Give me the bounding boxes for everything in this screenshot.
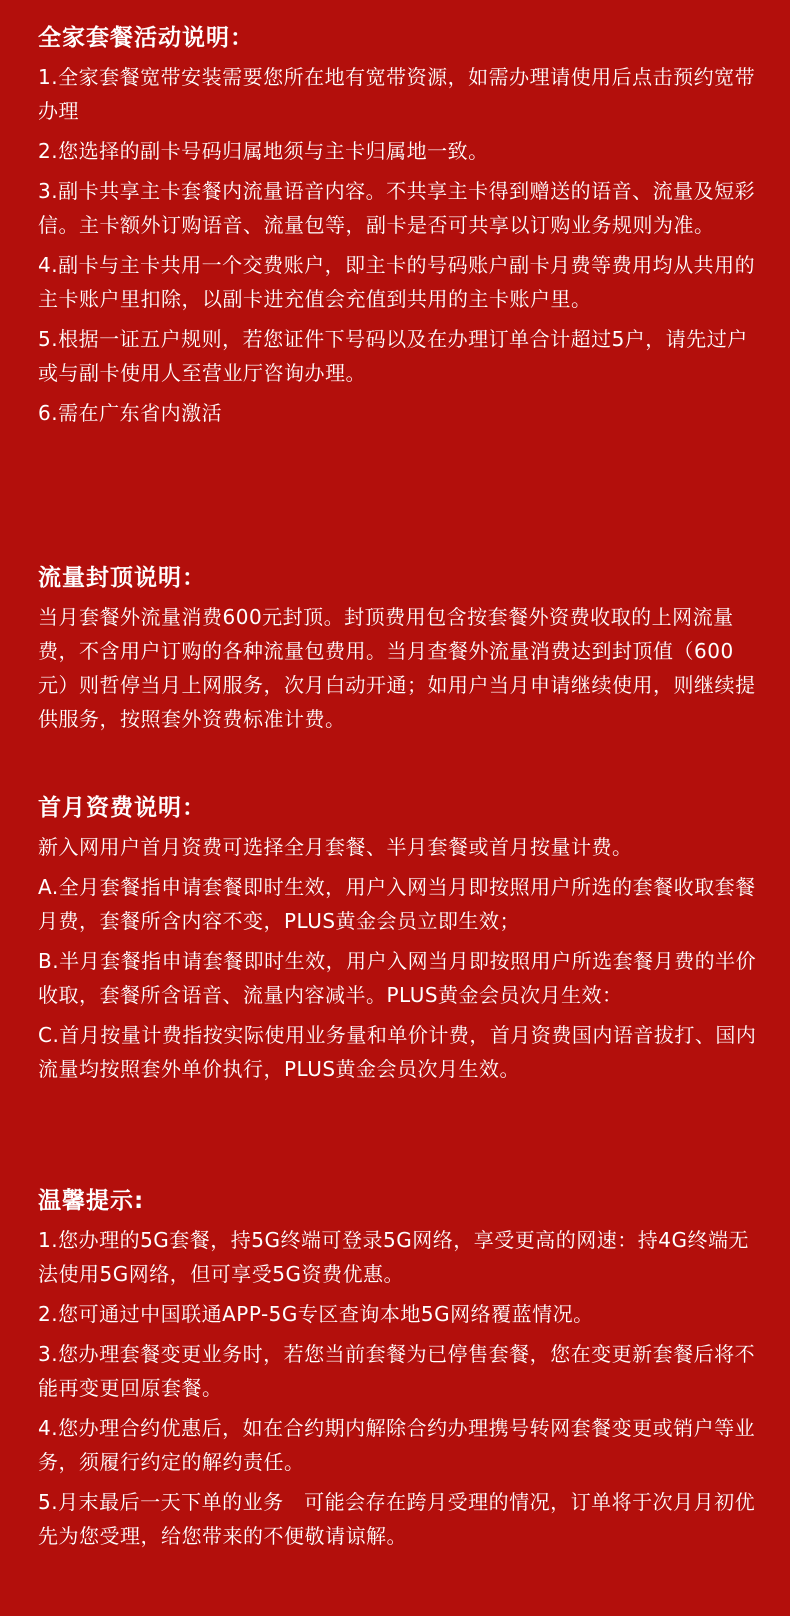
section-paragraph: 5.根据一证五户规则，若您证件下号码以及在办理订单合计超过5户，请先过户或与副卡使用人至营业厅咨询办理。 [38, 327, 748, 385]
section-title: 首月资费说明： [38, 795, 206, 821]
section-title: 温馨提示: [38, 1188, 145, 1214]
section-data-cap [38, 560, 758, 742]
section-paragraph: 2.您选择的副卡号码归属地须与主卡归属地一致。 [38, 139, 489, 163]
section-paragraph: 6.需在广东省内激活 [38, 401, 223, 425]
section-paragraph: 3.副卡共享主卡套餐内流量语音内容。不共享主卡得到赠送的语音、流量及短彩信。主卡额外订购语音、流量包等，副卡是否可共享以订购业务规则为准。 [38, 179, 756, 237]
section-paragraph: 4.您办理合约优惠后，如在合约期内解除合约办理携号转网套餐变更或销户等业务，须履行约定的解约责任。 [38, 1416, 756, 1474]
section-paragraph: 1.您办理的5G套餐，持5G终端可登录5G网络，享受更高的网速：持4G终端无法使用5G网络，但可享受5G资费优惠。 [38, 1228, 749, 1286]
section-paragraph: 新入网用户首月资费可选择全月套餐、半月套餐或首月按量计费。 [38, 835, 633, 859]
section-paragraph: 5.月末最后一天下单的业务 可能会存在跨月受理的情况，订单将于次月月初优先为您受理，给您带来的不便敬请谅解。 [38, 1490, 756, 1548]
section-first-month-fee [38, 790, 758, 1092]
section-paragraph: 当月套餐外流量消费600元封顶。封顶费用包含按套餐外资费收取的上网流量费，不含用户订购的各种流量包费用。当月查餐外流量消费达到封顶值（600元）则哲停当月上网服务，次月白动开通；如用户当月申请继续使用，则继续提供服务，按照套外资费标准计费。 [38, 605, 756, 731]
section-paragraph: 2.您可通过中国联通APP-5G专区查询本地5G网络覆蓝情况。 [38, 1302, 594, 1326]
section-paragraph: 3.您办理套餐变更业务时，若您当前套餐为已停售套餐，您在变更新套餐后将不能再变更回原套餐。 [38, 1342, 756, 1400]
section-warm-tips [38, 1183, 758, 1559]
section-paragraph: B.半月套餐指申请套餐即时生效，用户入网当月即按照用户所选套餐月费的半价收取，套餐所含语音、流量内容减半。PLUS黄金会员次月生效： [38, 949, 757, 1007]
section-paragraph: 4.副卡与主卡共用一个交费账户，即主卡的号码账户副卡月费等费用均从共用的主卡账户里扣除，以副卡进充值会充值到共用的主卡账户里。 [38, 253, 756, 311]
section-paragraph: C.首月按量计费指按实际使用业务量和单价计费，首月资费国内语音拔打、国内流量均按照套外单价执行，PLUS黄金会员次月生效。 [38, 1023, 757, 1081]
section-title: 全家套餐活动说明： [38, 25, 254, 51]
section-paragraph: 1.全家套餐宽带安装需要您所在地有宽带资源，如需办理请使用后点击预约宽带办理 [38, 65, 756, 123]
section-paragraph: A.全月套餐指申请套餐即时生效，用户入网当月即按照用户所选的套餐收取套餐月费，套餐所含内容不变，PLUS黄金会员立即生效； [38, 875, 756, 933]
section-title: 流量封顶说明： [38, 565, 206, 591]
section-full-family-package [38, 20, 758, 436]
